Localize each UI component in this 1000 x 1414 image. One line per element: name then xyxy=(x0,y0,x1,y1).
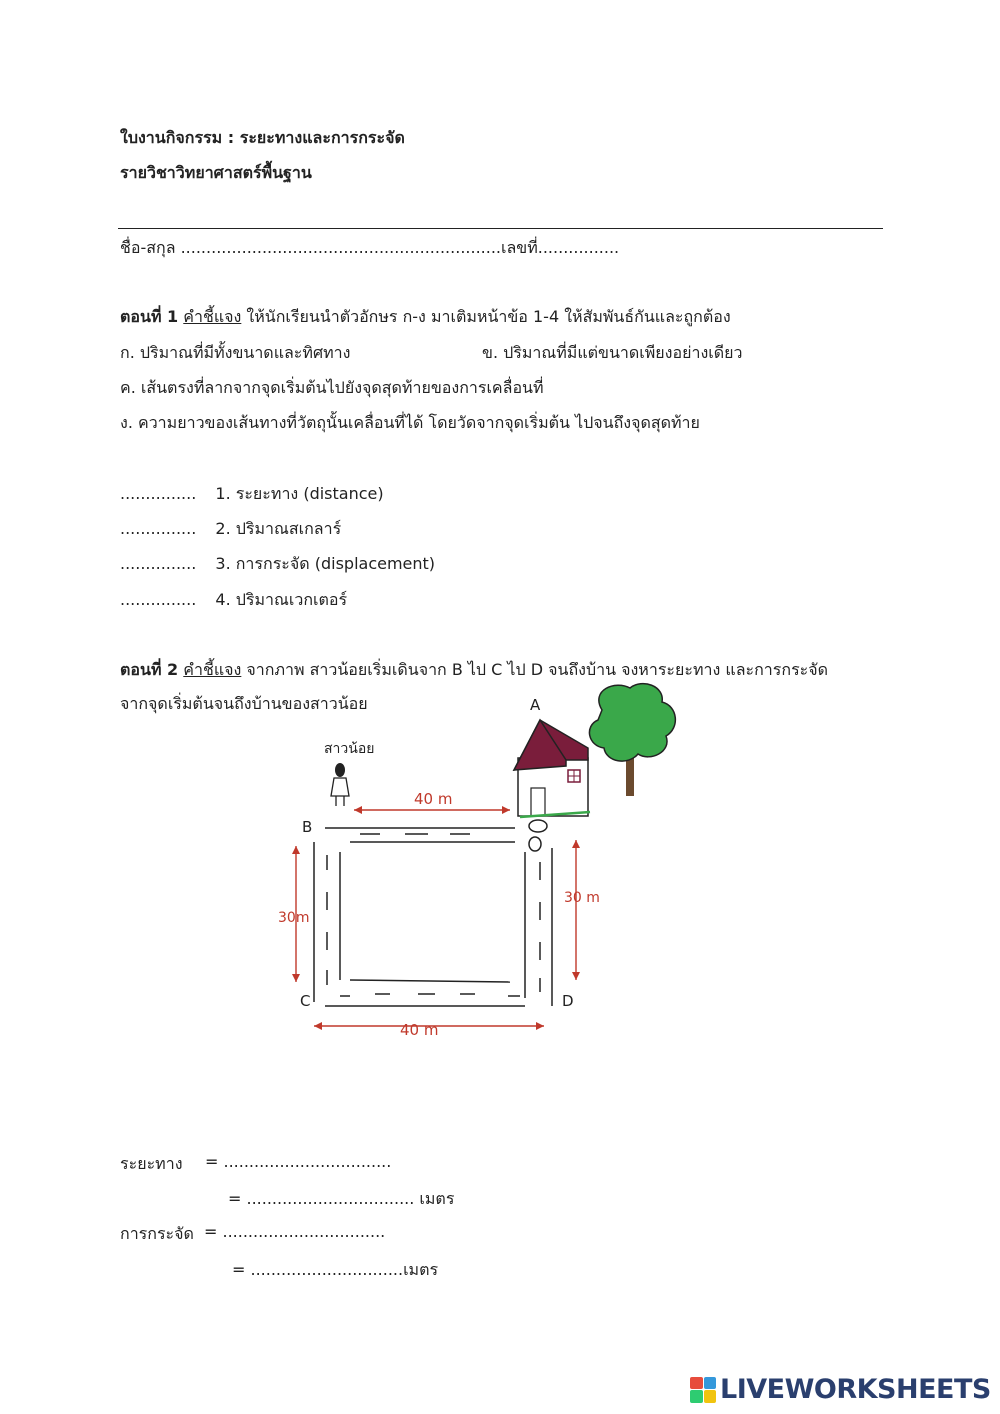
displacement-answer-line2[interactable]: = ..............................เมตร xyxy=(232,1260,439,1279)
house-icon xyxy=(514,720,590,817)
point-a-label: A xyxy=(530,696,541,714)
point-d-label: D xyxy=(562,992,574,1010)
answer-blank[interactable]: ............... xyxy=(120,519,197,538)
arrows xyxy=(292,806,580,1030)
part1-label: ตอนที่ 1 xyxy=(120,307,179,326)
part1-instruction xyxy=(120,305,731,330)
item-text: 4. ปริมาณเวกเตอร์ xyxy=(215,590,348,609)
part2-instruction-label: คำชี้แจง xyxy=(183,660,242,679)
item-row xyxy=(120,517,341,542)
distance-answer-line2[interactable]: = ................................. เมตร xyxy=(228,1189,455,1208)
answer-blank[interactable]: ............... xyxy=(120,484,197,503)
top-length-label: 40 m xyxy=(414,790,453,808)
part2-label: ตอนที่ 2 xyxy=(120,660,179,679)
subject-title: รายวิชาวิทยาศาสตร์พื้นฐาน xyxy=(120,163,312,182)
point-b-label: B xyxy=(302,818,313,836)
girl-label: สาวน้อย xyxy=(324,741,375,757)
tree-icon xyxy=(589,684,675,796)
divider xyxy=(118,228,883,229)
item-text: 3. การกระจัด (displacement) xyxy=(215,554,436,573)
distance-label: ระยะทาง xyxy=(120,1154,183,1173)
right-length-label: 30 m xyxy=(564,890,600,906)
answer-blank[interactable]: ............... xyxy=(120,554,197,573)
road xyxy=(314,820,552,1006)
bottom-length-label: 40 m xyxy=(400,1021,439,1039)
part1-instruction-label: คำชี้แจง xyxy=(183,307,242,326)
distance-answer-line1[interactable]: = ................................. xyxy=(205,1152,392,1171)
brand-logo xyxy=(690,1374,991,1405)
option-b: ข. ปริมาณที่มีแต่ขนาดเพียงอย่างเดียว xyxy=(482,343,743,362)
girl-icon xyxy=(331,763,349,806)
option-a: ก. ปริมาณที่มีทั้งขนาดและทิศทาง xyxy=(120,343,351,362)
displacement-label: การกระจัด xyxy=(120,1224,194,1243)
part2-instruction-text: จากภาพ สาวน้อยเริ่มเดินจาก B ไป C ไป D จนถึงบ้าน จงหาระยะทาง และการกระจัด xyxy=(241,660,829,679)
option-d: ง. ความยาวของเส้นทางที่วัตถุนั้นเคลื่อนที่ได้ โดยวัดจากจุดเริ่มต้น ไปจนถึงจุดสุดท้าย xyxy=(120,413,700,432)
option-c: ค. เส้นตรงที่ลากจากจุดเริ่มต้นไปยังจุดสุดท้ายของการเคลื่อนที่ xyxy=(120,378,544,397)
liveworksheets-logo-icon xyxy=(690,1377,716,1403)
item-row xyxy=(120,552,435,577)
answer-blank[interactable]: ............... xyxy=(120,590,197,609)
part2-instruction-line2: จากจุดเริ่มต้นจนถึงบ้านของสาวน้อย xyxy=(120,694,368,713)
item-text: 2. ปริมาณสเกลาร์ xyxy=(215,519,342,538)
part1-instruction-text: ให้นักเรียนนำตัวอักษร ก-ง มาเติมหน้าข้อ 1-4 ให้สัมพันธ์กันและถูกต้อง xyxy=(241,307,731,326)
item-row xyxy=(120,482,384,507)
page-title: ใบงานกิจกรรม : ระยะทางและการกระจัด xyxy=(120,128,405,147)
item-text: 1. ระยะทาง (distance) xyxy=(215,484,384,503)
left-length-label: 30m xyxy=(278,910,310,926)
route-diagram xyxy=(270,680,690,1050)
item-row xyxy=(120,588,347,613)
student-name-line[interactable]: ชื่อ-สกุล ...............................................................เลขที่................ xyxy=(120,238,620,257)
brand-name: LIVEWORKSHEETS xyxy=(720,1374,991,1405)
displacement-answer-line1[interactable]: = ................................ xyxy=(204,1222,386,1241)
point-c-label: C xyxy=(300,992,311,1010)
